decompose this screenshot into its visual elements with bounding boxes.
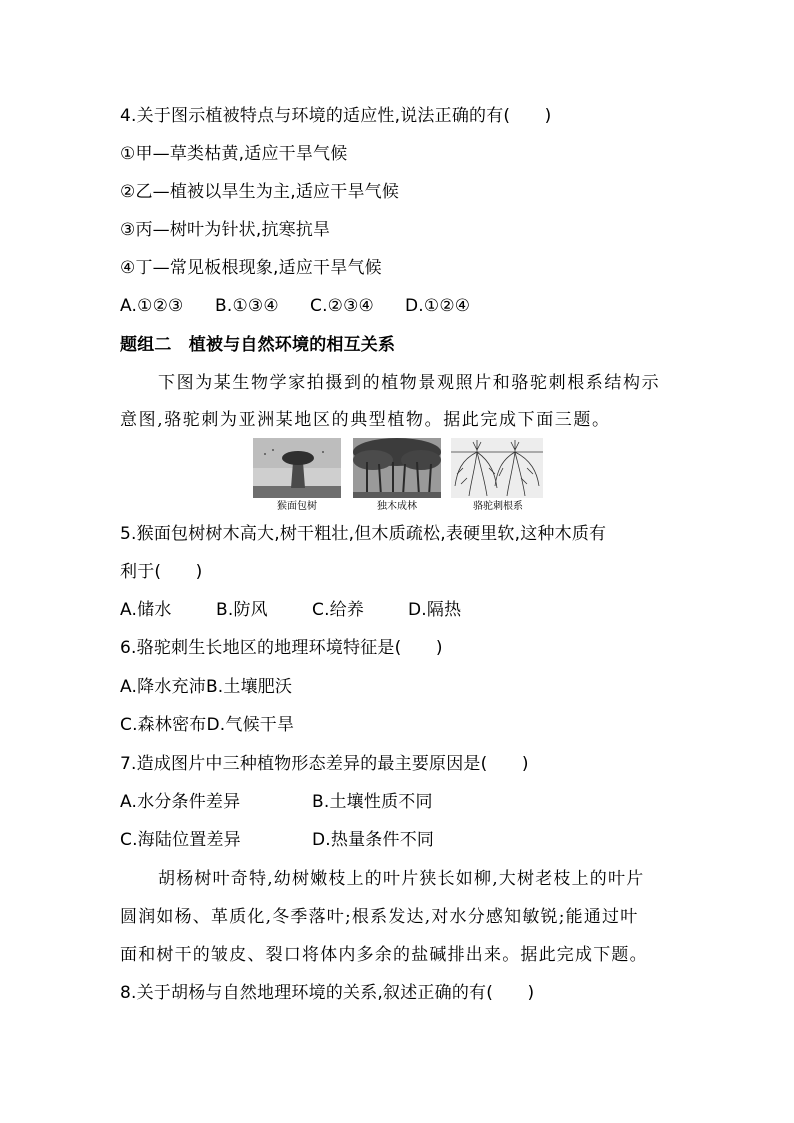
- banyan-photo: [353, 438, 441, 498]
- q6-options-row-2: [120, 714, 294, 736]
- group2-intro-2: 意图,骆驼刺为亚洲某地区的典型植物。据此完成下面三题。: [120, 410, 611, 430]
- q7-option-b[interactable]: B.土壤性质不同: [312, 792, 433, 812]
- q4-item-2: ②乙—植被以旱生为主,适应干旱气候: [120, 182, 400, 202]
- q7-option-d[interactable]: D.热量条件不同: [312, 830, 435, 850]
- caption-banyan: 独木成林: [377, 501, 417, 512]
- passage-line-2: 圆润如杨、革质化,冬季落叶;根系发达,对水分感知敏锐;能通过叶: [120, 907, 639, 927]
- q5-options: [120, 599, 461, 621]
- q6-option-a[interactable]: A.降水充沛: [120, 677, 206, 697]
- q6-option-c[interactable]: C.森林密布: [120, 715, 207, 735]
- q5-option-a[interactable]: A.储水: [120, 600, 172, 620]
- q4-item-1: ①甲—草类枯黄,适应干旱气候: [120, 144, 348, 164]
- q7-stem: 7.造成图片中三种植物形态差异的最主要原因是( ): [120, 754, 529, 774]
- passage-line-3: 面和树干的皱皮、裂口将体内多余的盐碱排出来。据此完成下题。: [120, 945, 648, 965]
- q5-stem-2: 利于( ): [120, 562, 203, 582]
- baobab-photo: [253, 438, 341, 498]
- q5-option-c[interactable]: C.给养: [312, 600, 365, 620]
- q6-options-row-1: [120, 676, 292, 698]
- group2-title: 题组二 植被与自然环境的相互关系: [120, 335, 396, 355]
- q6-option-b[interactable]: B.土壤肥沃: [205, 677, 293, 697]
- q4-option-a[interactable]: A.①②③: [120, 296, 184, 316]
- q7-options-row-2: [120, 829, 434, 851]
- caption-baobab: 猴面包树: [277, 501, 317, 512]
- q5-stem-1: 5.猴面包树树木高大,树干粗壮,但木质疏松,表硬里软,这种木质有: [120, 524, 607, 544]
- q4-item-4: ④丁—常见板根现象,适应干旱气候: [120, 258, 382, 278]
- caption-camelthorn: 骆驼刺根系: [473, 501, 523, 512]
- q4-option-b[interactable]: B.①③④: [215, 296, 279, 316]
- q4-option-c[interactable]: C.②③④: [310, 296, 374, 316]
- q4-stem: 4.关于图示植被特点与环境的适应性,说法正确的有( ): [120, 106, 552, 126]
- q5-option-b[interactable]: B.防风: [216, 600, 268, 620]
- passage-line-1: 胡杨树叶奇特,幼树嫩枝上的叶片狭长如柳,大树老枝上的叶片: [158, 869, 645, 889]
- q4-item-3: ③丙—树叶为针状,抗寒抗旱: [120, 220, 331, 240]
- q7-option-a[interactable]: A.水分条件差异: [120, 792, 241, 812]
- q6-stem: 6.骆驼刺生长地区的地理环境特征是( ): [120, 638, 443, 658]
- q7-option-c[interactable]: C.海陆位置差异: [120, 830, 241, 850]
- q4-options: [120, 295, 470, 317]
- camelthorn-root-diagram: [451, 438, 543, 498]
- group2-intro-1: 下图为某生物学家拍摄到的植物景观照片和骆驼刺根系结构示: [158, 373, 661, 393]
- plant-figures: [253, 438, 543, 522]
- q7-options-row-1: [120, 791, 433, 813]
- q8-stem: 8.关于胡杨与自然地理环境的关系,叙述正确的有( ): [120, 983, 535, 1003]
- q6-option-d[interactable]: D.气候干旱: [206, 715, 295, 735]
- q4-option-d[interactable]: D.①②④: [405, 296, 471, 316]
- q5-option-d[interactable]: D.隔热: [408, 600, 462, 620]
